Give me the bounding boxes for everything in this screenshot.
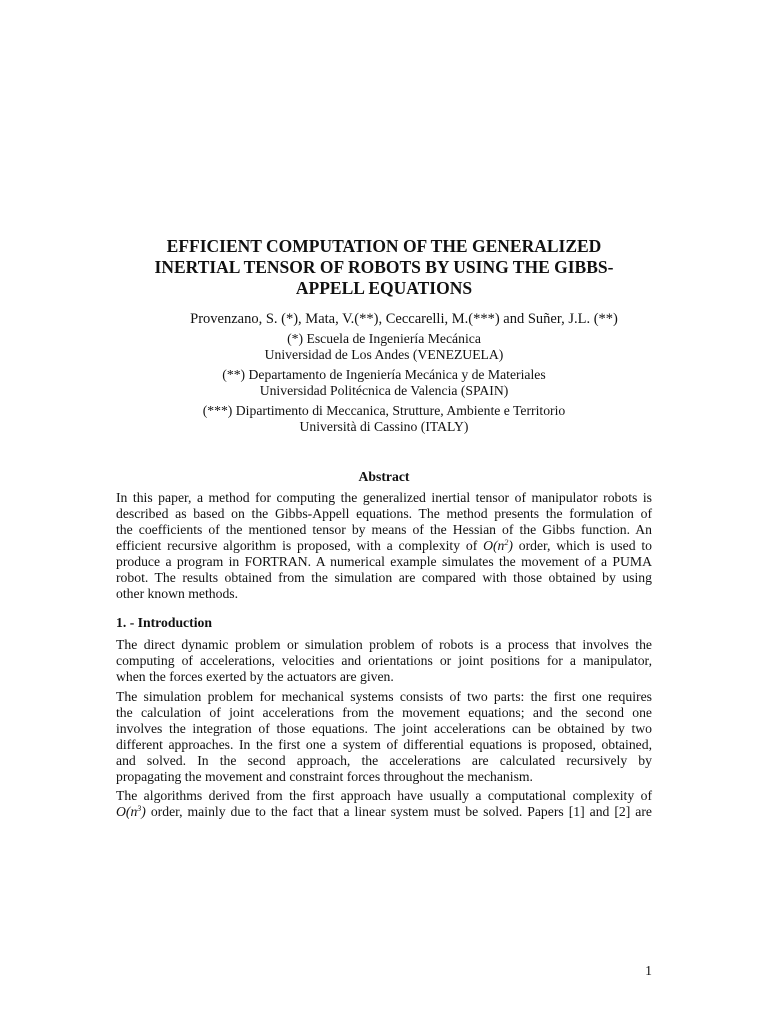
affiliation-1 — [60, 331, 708, 363]
affiliation-line: Universidad de Los Andes (VENEZUELA) — [264, 347, 504, 362]
section-heading: 1. - Introduction — [116, 615, 212, 630]
math-base: O(n — [483, 538, 505, 553]
affiliation-2 — [60, 367, 708, 399]
math-close: ) — [141, 804, 146, 819]
abstract-line: produce a program in FORTRAN. A numerical example simulates the movement of a PUMA — [116, 554, 652, 569]
authors-line: Provenzano, S. (*), Mata, V.(**), Ceccarelli, M.(***) and Suñer, J.L. (**) — [190, 311, 618, 327]
paragraph-line: and solved. In the second approach, the accelerations are calculated recursively by — [116, 753, 652, 768]
math-exponent: 2 — [504, 538, 509, 547]
text-run: order, which is used to — [512, 538, 652, 553]
paragraph-line: The direct dynamic problem or simulation problem of robots is a process that involves the — [116, 637, 652, 652]
intro-paragraph-2 — [116, 689, 652, 785]
abstract-line: other known methods. — [116, 586, 239, 601]
paragraph-line: The algorithms derived from the first approach have usually a computational complexity of — [116, 788, 652, 803]
paragraph-line: the calculation of joint accelerations from the movement equations; and the second one — [116, 705, 652, 720]
text-run: efficient recursive algorithm is proposed, with a complexity of — [116, 538, 484, 553]
paragraph-line: computing of accelerations, velocities and orientations or joint positions for a manipulator, — [116, 653, 652, 668]
paragraph-line: involves the integration of those equations. The joint accelerations can be obtained by two — [116, 721, 652, 736]
title-line: APPELL EQUATIONS — [295, 278, 473, 298]
abstract-body — [116, 490, 652, 602]
paper-title — [100, 236, 668, 299]
math-exponent: 3 — [137, 804, 142, 813]
math-close: ) — [508, 538, 513, 553]
title-line: EFFICIENT COMPUTATION OF THE GENERALIZED — [166, 236, 602, 256]
math-expression — [116, 804, 146, 819]
abstract-line: the coefficients of the mentioned tensor by means of the Hessian of the Gibbs function. An — [116, 522, 652, 537]
affiliation-line: (**) Departamento de Ingeniería Mecánica y de Materiales — [222, 367, 546, 382]
paragraph-line — [116, 804, 652, 820]
abstract-heading: Abstract — [358, 469, 410, 484]
title-line: INERTIAL TENSOR OF ROBOTS BY USING THE GIBBS- — [154, 257, 614, 277]
paragraph-line: The simulation problem for mechanical systems consists of two parts: the first one requires — [116, 689, 652, 704]
affiliation-line: Universidad Politécnica de Valencia (SPAIN) — [259, 383, 509, 398]
page-number: 1 — [645, 963, 652, 978]
abstract-line: robot. The results obtained from the simulation are compared with those obtained by using — [116, 570, 652, 585]
intro-paragraph-1 — [116, 637, 652, 685]
affiliation-line: (***) Dipartimento di Meccanica, Strutture, Ambiente e Territorio — [202, 403, 566, 418]
math-expression — [483, 538, 513, 553]
paragraph-line: different approaches. In the first one a system of differential equations is proposed, obtained, — [116, 737, 652, 752]
text-run: order, mainly due to the fact that a linear system must be solved. Papers [1] and [2] are — [145, 804, 652, 819]
math-base: O(n — [116, 804, 138, 819]
abstract-line: described as based on the Gibbs-Appell equations. The method presents the formulation of — [116, 506, 652, 521]
abstract-line: In this paper, a method for computing the generalized inertial tensor of manipulator robots is — [116, 490, 652, 505]
affiliation-line: (*) Escuela de Ingeniería Mecánica — [287, 331, 481, 346]
affiliation-line: Università di Cassino (ITALY) — [299, 419, 469, 434]
intro-paragraph-3 — [116, 788, 652, 820]
paragraph-line: when the forces exerted by the actuators are given. — [116, 669, 394, 684]
affiliation-3 — [60, 403, 708, 435]
paragraph-line: propagating the movement and constraint forces throughout the mechanism. — [116, 769, 533, 784]
abstract-line — [116, 538, 652, 554]
